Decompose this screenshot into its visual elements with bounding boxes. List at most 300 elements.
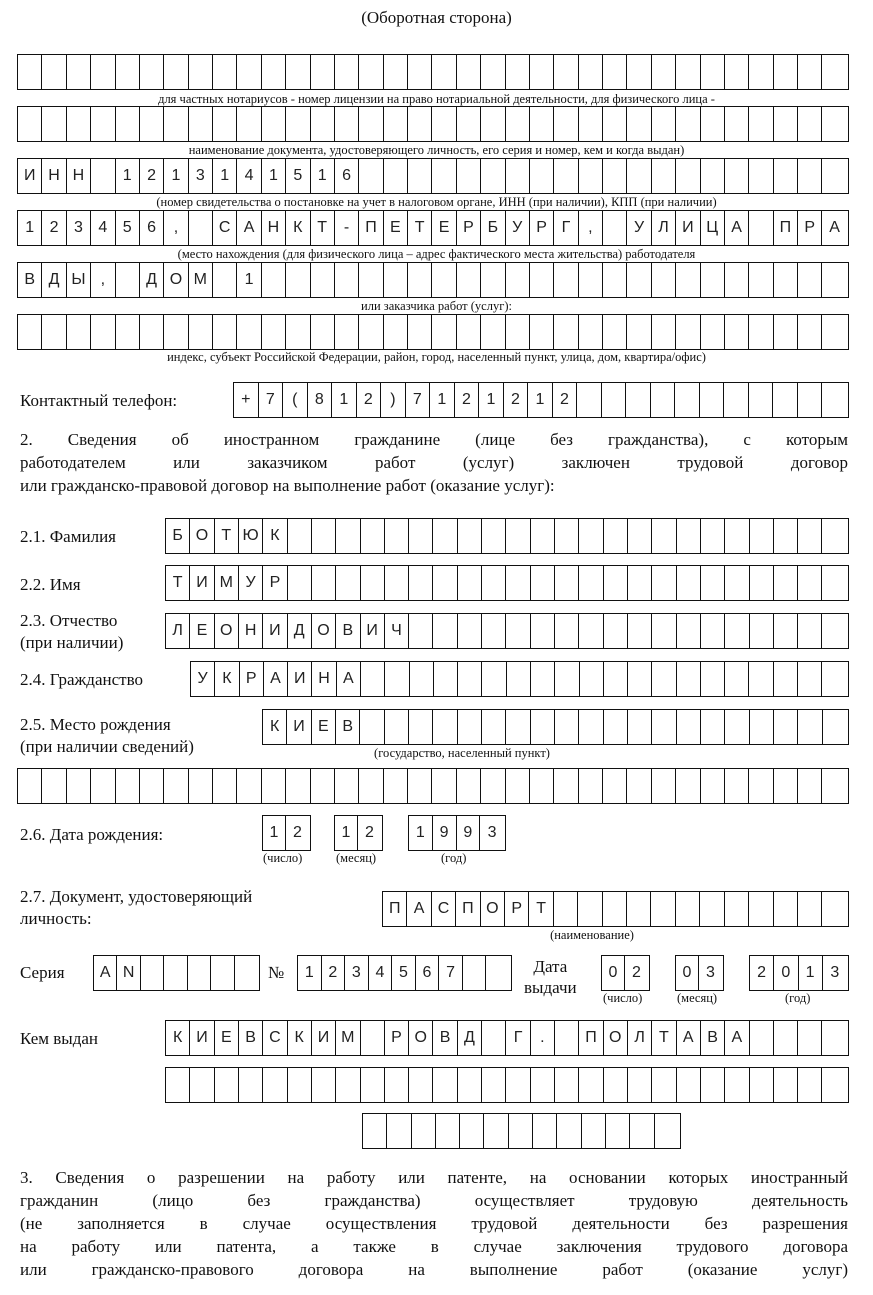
series-field[interactable]	[93, 955, 260, 991]
char-cell[interactable]	[481, 55, 505, 89]
char-cell[interactable]	[335, 107, 359, 141]
char-cell[interactable]: 4	[369, 956, 393, 990]
char-cell[interactable]: И	[18, 159, 42, 193]
char-cell[interactable]	[457, 769, 481, 803]
identity-doc-row[interactable]	[17, 106, 849, 142]
char-cell[interactable]	[432, 263, 456, 297]
char-cell[interactable]: В	[701, 1021, 725, 1055]
char-cell[interactable]: 3	[487, 824, 497, 841]
char-cell[interactable]	[189, 211, 213, 245]
char-cell[interactable]	[676, 892, 700, 926]
char-cell[interactable]	[579, 614, 603, 648]
char-cell[interactable]: 6	[335, 159, 359, 193]
char-cell[interactable]	[42, 315, 66, 349]
char-cell[interactable]	[286, 263, 310, 297]
char-cell[interactable]	[433, 614, 457, 648]
char-cell[interactable]	[336, 519, 360, 553]
issued-by-field-3[interactable]	[362, 1113, 681, 1149]
char-cell[interactable]: Д	[288, 614, 312, 648]
char-cell[interactable]: И	[361, 614, 385, 648]
char-cell[interactable]	[433, 566, 457, 600]
char-cell[interactable]	[262, 769, 286, 803]
address-row-1[interactable]	[17, 210, 849, 246]
char-cell[interactable]	[67, 315, 91, 349]
char-cell[interactable]	[701, 55, 725, 89]
char-cell[interactable]	[410, 662, 434, 696]
char-cell[interactable]	[384, 263, 408, 297]
char-cell[interactable]: К	[286, 211, 310, 245]
char-cell[interactable]	[336, 566, 360, 600]
char-cell[interactable]: О	[481, 892, 505, 926]
char-cell[interactable]: И	[312, 1021, 336, 1055]
char-cell[interactable]: С	[432, 892, 456, 926]
char-cell[interactable]	[408, 55, 432, 89]
char-cell[interactable]: 3	[67, 211, 91, 245]
char-cell[interactable]	[311, 315, 335, 349]
char-cell[interactable]	[361, 662, 385, 696]
char-cell[interactable]	[677, 566, 701, 600]
address-row-2[interactable]	[17, 262, 849, 298]
char-cell[interactable]: ,	[91, 263, 115, 297]
char-cell[interactable]	[237, 107, 261, 141]
char-cell[interactable]	[42, 55, 66, 89]
char-cell[interactable]	[288, 566, 312, 600]
char-cell[interactable]: О	[164, 263, 188, 297]
char-cell[interactable]	[676, 769, 700, 803]
char-cell[interactable]	[409, 710, 433, 744]
char-cell[interactable]	[18, 55, 42, 89]
char-cell[interactable]: 3	[189, 159, 213, 193]
char-cell[interactable]	[506, 159, 530, 193]
char-cell[interactable]	[749, 55, 773, 89]
char-cell[interactable]: Г	[506, 1021, 530, 1055]
char-cell[interactable]	[432, 159, 456, 193]
char-cell[interactable]	[604, 662, 628, 696]
char-cell[interactable]	[387, 1114, 411, 1148]
char-cell[interactable]	[361, 566, 385, 600]
char-cell[interactable]: .	[531, 1021, 555, 1055]
char-cell[interactable]	[432, 107, 456, 141]
char-cell[interactable]	[458, 1068, 482, 1102]
char-cell[interactable]: Н	[67, 159, 91, 193]
char-cell[interactable]: Ч	[385, 614, 409, 648]
char-cell[interactable]: 2	[504, 383, 529, 417]
char-cell[interactable]	[750, 1021, 774, 1055]
char-cell[interactable]	[798, 159, 822, 193]
char-cell[interactable]	[288, 1068, 312, 1102]
char-cell[interactable]	[554, 263, 578, 297]
char-cell[interactable]	[628, 1068, 652, 1102]
char-cell[interactable]	[457, 263, 481, 297]
char-cell[interactable]	[336, 1068, 360, 1102]
char-cell[interactable]: С	[213, 211, 237, 245]
char-cell[interactable]: 1	[116, 159, 140, 193]
char-cell[interactable]	[798, 263, 822, 297]
char-cell[interactable]: К	[263, 710, 287, 744]
char-cell[interactable]	[652, 107, 676, 141]
char-cell[interactable]: Т	[311, 211, 335, 245]
char-cell[interactable]: 1	[237, 263, 261, 297]
char-cell[interactable]	[822, 159, 846, 193]
char-cell[interactable]	[774, 892, 798, 926]
char-cell[interactable]: М	[215, 566, 239, 600]
char-cell[interactable]: Р	[505, 892, 529, 926]
char-cell[interactable]	[91, 107, 115, 141]
char-cell[interactable]	[603, 315, 627, 349]
char-cell[interactable]	[432, 769, 456, 803]
char-cell[interactable]: А	[677, 1021, 701, 1055]
char-cell[interactable]	[555, 662, 579, 696]
char-cell[interactable]: ,	[164, 211, 188, 245]
char-cell[interactable]	[774, 769, 798, 803]
char-cell[interactable]	[555, 1068, 579, 1102]
char-cell[interactable]	[652, 159, 676, 193]
char-cell[interactable]	[701, 566, 725, 600]
char-cell[interactable]	[749, 892, 773, 926]
char-cell[interactable]	[359, 159, 383, 193]
char-cell[interactable]	[822, 315, 846, 349]
char-cell[interactable]	[774, 55, 798, 89]
char-cell[interactable]	[164, 55, 188, 89]
char-cell[interactable]: 1	[298, 956, 322, 990]
char-cell[interactable]	[408, 159, 432, 193]
issue-day-field[interactable]	[601, 955, 650, 991]
char-cell[interactable]: О	[409, 1021, 433, 1055]
char-cell[interactable]: 3	[345, 956, 369, 990]
char-cell[interactable]	[506, 55, 530, 89]
char-cell[interactable]	[774, 519, 798, 553]
char-cell[interactable]	[603, 892, 627, 926]
char-cell[interactable]	[286, 55, 310, 89]
char-cell[interactable]	[335, 769, 359, 803]
char-cell[interactable]	[140, 107, 164, 141]
char-cell[interactable]: К	[215, 662, 239, 696]
char-cell[interactable]	[750, 1068, 774, 1102]
char-cell[interactable]	[652, 519, 676, 553]
char-cell[interactable]	[651, 892, 675, 926]
char-cell[interactable]	[822, 614, 846, 648]
char-cell[interactable]: 4	[91, 211, 115, 245]
char-cell[interactable]: 2	[553, 383, 578, 417]
char-cell[interactable]	[116, 263, 140, 297]
char-cell[interactable]	[627, 159, 651, 193]
birth-day-field[interactable]	[262, 815, 311, 851]
char-cell[interactable]	[606, 1114, 630, 1148]
char-cell[interactable]: 1	[213, 159, 237, 193]
char-cell[interactable]	[676, 107, 700, 141]
char-cell[interactable]: 5	[392, 956, 416, 990]
char-cell[interactable]	[458, 614, 482, 648]
char-cell[interactable]: В	[18, 263, 42, 297]
char-cell[interactable]	[311, 107, 335, 141]
char-cell[interactable]	[724, 383, 749, 417]
char-cell[interactable]	[189, 769, 213, 803]
char-cell[interactable]	[750, 614, 774, 648]
char-cell[interactable]: В	[433, 1021, 457, 1055]
char-cell[interactable]: 9	[433, 816, 457, 850]
char-cell[interactable]	[557, 1114, 581, 1148]
char-cell[interactable]: Р	[798, 211, 822, 245]
char-cell[interactable]	[676, 159, 700, 193]
char-cell[interactable]: И	[676, 211, 700, 245]
char-cell[interactable]	[385, 710, 409, 744]
char-cell[interactable]	[140, 315, 164, 349]
char-cell[interactable]: 1	[409, 816, 433, 850]
char-cell[interactable]: +	[234, 383, 259, 417]
char-cell[interactable]	[749, 211, 773, 245]
char-cell[interactable]	[116, 55, 140, 89]
char-cell[interactable]	[506, 107, 530, 141]
char-cell[interactable]	[506, 566, 530, 600]
char-cell[interactable]	[116, 315, 140, 349]
char-cell[interactable]	[311, 55, 335, 89]
char-cell[interactable]	[604, 519, 628, 553]
char-cell[interactable]	[555, 614, 579, 648]
char-cell[interactable]	[408, 107, 432, 141]
char-cell[interactable]	[237, 769, 261, 803]
issued-by-field[interactable]	[165, 1020, 849, 1056]
char-cell[interactable]: Р	[240, 662, 264, 696]
char-cell[interactable]: П	[579, 1021, 603, 1055]
char-cell[interactable]	[531, 614, 555, 648]
char-cell[interactable]	[141, 956, 164, 990]
char-cell[interactable]	[725, 710, 749, 744]
char-cell[interactable]: 8	[308, 383, 333, 417]
char-cell[interactable]: Ю	[239, 519, 263, 553]
char-cell[interactable]: 2	[293, 824, 302, 841]
char-cell[interactable]	[774, 710, 798, 744]
char-cell[interactable]: П	[456, 892, 480, 926]
char-cell[interactable]: Т	[215, 519, 239, 553]
char-cell[interactable]: У	[191, 662, 215, 696]
char-cell[interactable]: Л	[628, 1021, 652, 1055]
char-cell[interactable]	[627, 55, 651, 89]
char-cell[interactable]: 7	[259, 383, 284, 417]
char-cell[interactable]	[725, 892, 749, 926]
char-cell[interactable]: 7	[439, 956, 463, 990]
char-cell[interactable]	[506, 710, 530, 744]
char-cell[interactable]	[750, 566, 774, 600]
char-cell[interactable]	[798, 769, 822, 803]
char-cell[interactable]	[312, 566, 336, 600]
char-cell[interactable]: А	[725, 1021, 749, 1055]
char-cell[interactable]: 5	[286, 159, 310, 193]
char-cell[interactable]	[335, 315, 359, 349]
char-cell[interactable]	[677, 614, 701, 648]
char-cell[interactable]	[652, 263, 676, 297]
char-cell[interactable]	[385, 662, 409, 696]
char-cell[interactable]	[67, 107, 91, 141]
char-cell[interactable]	[579, 159, 603, 193]
char-cell[interactable]	[486, 956, 510, 990]
char-cell[interactable]	[725, 566, 749, 600]
char-cell[interactable]	[263, 1068, 287, 1102]
char-cell[interactable]	[433, 519, 457, 553]
char-cell[interactable]	[530, 107, 554, 141]
char-cell[interactable]	[773, 383, 798, 417]
char-cell[interactable]	[457, 159, 481, 193]
char-cell[interactable]: Л	[652, 211, 676, 245]
char-cell[interactable]	[822, 566, 846, 600]
char-cell[interactable]	[188, 956, 211, 990]
char-cell[interactable]	[213, 315, 237, 349]
char-cell[interactable]	[555, 566, 579, 600]
char-cell[interactable]	[457, 315, 481, 349]
char-cell[interactable]	[725, 55, 749, 89]
char-cell[interactable]	[604, 566, 628, 600]
char-cell[interactable]	[482, 1068, 506, 1102]
char-cell[interactable]: Е	[190, 614, 214, 648]
char-cell[interactable]	[652, 55, 676, 89]
surname-field[interactable]	[165, 518, 849, 554]
char-cell[interactable]: 1	[332, 383, 357, 417]
char-cell[interactable]	[409, 566, 433, 600]
char-cell[interactable]	[579, 769, 603, 803]
char-cell[interactable]: И	[288, 662, 312, 696]
char-cell[interactable]	[701, 614, 725, 648]
char-cell[interactable]: Е	[432, 211, 456, 245]
char-cell[interactable]	[774, 159, 798, 193]
char-cell[interactable]: 1	[528, 383, 553, 417]
char-cell[interactable]	[628, 519, 652, 553]
char-cell[interactable]: К	[288, 1021, 312, 1055]
char-cell[interactable]	[652, 315, 676, 349]
char-cell[interactable]	[822, 1068, 846, 1102]
char-cell[interactable]	[509, 1114, 533, 1148]
char-cell[interactable]: 0	[774, 956, 798, 990]
char-cell[interactable]	[481, 769, 505, 803]
char-cell[interactable]	[749, 159, 773, 193]
char-cell[interactable]: 0	[676, 956, 699, 990]
char-cell[interactable]	[458, 662, 482, 696]
char-cell[interactable]	[701, 662, 725, 696]
char-cell[interactable]	[701, 519, 725, 553]
char-cell[interactable]	[164, 315, 188, 349]
char-cell[interactable]	[554, 892, 578, 926]
birthplace-field-2[interactable]	[17, 768, 849, 804]
char-cell[interactable]: Р	[263, 566, 287, 600]
char-cell[interactable]	[630, 1114, 654, 1148]
issued-by-field-2[interactable]	[165, 1067, 849, 1103]
char-cell[interactable]	[579, 315, 603, 349]
char-cell[interactable]	[482, 566, 506, 600]
char-cell[interactable]: 2	[455, 383, 480, 417]
char-cell[interactable]	[409, 614, 433, 648]
char-cell[interactable]	[798, 315, 822, 349]
char-cell[interactable]: Т	[166, 566, 190, 600]
char-cell[interactable]	[798, 1068, 822, 1102]
char-cell[interactable]	[677, 1068, 701, 1102]
char-cell[interactable]	[798, 892, 822, 926]
char-cell[interactable]	[531, 1068, 555, 1102]
char-cell[interactable]	[385, 566, 409, 600]
license-number-row[interactable]	[17, 54, 849, 90]
char-cell[interactable]	[359, 263, 383, 297]
char-cell[interactable]	[603, 107, 627, 141]
char-cell[interactable]	[530, 159, 554, 193]
char-cell[interactable]	[42, 769, 66, 803]
char-cell[interactable]	[434, 662, 458, 696]
char-cell[interactable]	[774, 107, 798, 141]
char-cell[interactable]	[604, 1068, 628, 1102]
char-cell[interactable]	[164, 956, 187, 990]
char-cell[interactable]	[164, 769, 188, 803]
char-cell[interactable]	[237, 55, 261, 89]
char-cell[interactable]	[359, 315, 383, 349]
char-cell[interactable]	[554, 315, 578, 349]
char-cell[interactable]	[603, 769, 627, 803]
char-cell[interactable]	[384, 315, 408, 349]
char-cell[interactable]	[750, 519, 774, 553]
char-cell[interactable]	[627, 769, 651, 803]
char-cell[interactable]	[189, 55, 213, 89]
char-cell[interactable]: К	[166, 1021, 190, 1055]
char-cell[interactable]: 2	[140, 159, 164, 193]
char-cell[interactable]	[554, 769, 578, 803]
char-cell[interactable]	[627, 892, 651, 926]
char-cell[interactable]	[361, 519, 385, 553]
char-cell[interactable]: О	[604, 1021, 628, 1055]
number-field[interactable]	[297, 955, 512, 991]
char-cell[interactable]: 5	[116, 211, 140, 245]
char-cell[interactable]	[677, 710, 701, 744]
char-cell[interactable]	[91, 315, 115, 349]
char-cell[interactable]	[359, 55, 383, 89]
char-cell[interactable]: )	[381, 383, 406, 417]
char-cell[interactable]	[482, 662, 506, 696]
char-cell[interactable]	[675, 383, 700, 417]
char-cell[interactable]: Н	[262, 211, 286, 245]
char-cell[interactable]	[579, 519, 603, 553]
char-cell[interactable]: О	[190, 519, 214, 553]
char-cell[interactable]	[652, 769, 676, 803]
char-cell[interactable]: 1	[335, 816, 358, 850]
char-cell[interactable]: 9	[457, 816, 481, 850]
char-cell[interactable]	[408, 315, 432, 349]
char-cell[interactable]: Б	[481, 211, 505, 245]
char-cell[interactable]	[725, 662, 749, 696]
char-cell[interactable]: 3	[830, 964, 840, 981]
char-cell[interactable]	[384, 159, 408, 193]
char-cell[interactable]	[554, 159, 578, 193]
char-cell[interactable]	[507, 662, 531, 696]
char-cell[interactable]	[627, 263, 651, 297]
char-cell[interactable]	[652, 614, 676, 648]
char-cell[interactable]	[360, 710, 384, 744]
char-cell[interactable]	[602, 383, 627, 417]
char-cell[interactable]: A	[94, 956, 117, 990]
char-cell[interactable]: У	[627, 211, 651, 245]
char-cell[interactable]	[67, 769, 91, 803]
char-cell[interactable]	[481, 263, 505, 297]
char-cell[interactable]: Д	[458, 1021, 482, 1055]
char-cell[interactable]: В	[336, 614, 360, 648]
char-cell[interactable]	[409, 519, 433, 553]
char-cell[interactable]	[286, 769, 310, 803]
char-cell[interactable]: (	[283, 383, 308, 417]
char-cell[interactable]	[239, 1068, 263, 1102]
issue-year-field[interactable]	[749, 955, 849, 991]
char-cell[interactable]	[433, 1068, 457, 1102]
char-cell[interactable]: И	[190, 1021, 214, 1055]
char-cell[interactable]: П	[359, 211, 383, 245]
char-cell[interactable]	[603, 55, 627, 89]
char-cell[interactable]	[555, 710, 579, 744]
inn-row[interactable]	[17, 158, 849, 194]
char-cell[interactable]	[603, 263, 627, 297]
char-cell[interactable]	[506, 1068, 530, 1102]
char-cell[interactable]	[822, 55, 846, 89]
